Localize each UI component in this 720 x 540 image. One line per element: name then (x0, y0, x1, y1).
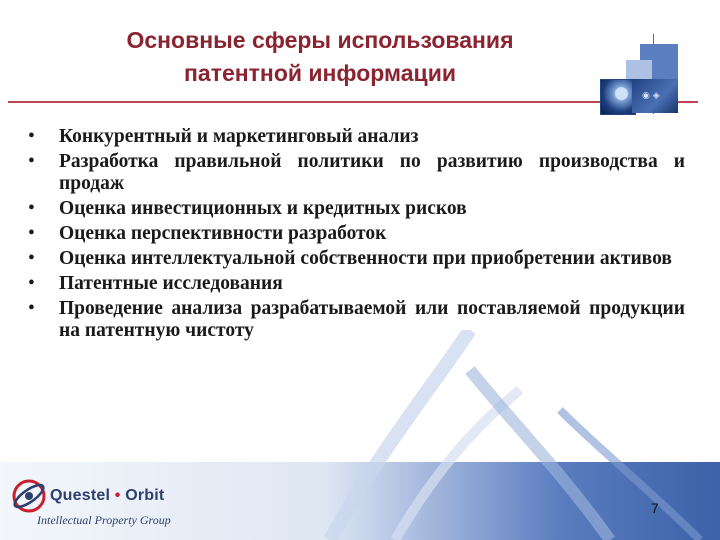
bullet-text: Конкурентный и маркетинговый анализ (59, 126, 419, 147)
logo-name (50, 487, 164, 505)
title-divider (8, 101, 698, 103)
bullet-list (20, 126, 685, 345)
decor-tech-image: ◉ ◈ (632, 79, 678, 113)
logo-tagline: Intellectual Property Group (37, 513, 171, 527)
bullet-item (20, 223, 685, 245)
bullet-text: Оценка инвестиционных и кредитных рисков (59, 198, 467, 219)
slide-title (60, 24, 580, 90)
bullet-text: Разработка правильной политики по развитию производства и продаж (59, 151, 685, 194)
page-number: 7 (651, 500, 659, 516)
bullet-icon: • (28, 298, 35, 319)
bullet-text: Оценка интеллектуальной собственности при приобретении активов (59, 248, 672, 269)
bullet-item (20, 126, 685, 148)
decor-swoosh (0, 330, 720, 540)
bullet-icon: • (28, 198, 35, 219)
bullet-icon: • (28, 223, 35, 244)
questel-orbit-logo-icon (11, 478, 47, 514)
bullet-icon: • (28, 151, 35, 172)
bullet-item (20, 151, 685, 195)
bullet-item (20, 248, 685, 270)
bullet-text: Проведение анализа разрабатываемой или поставляемой продукции на патентную чистоту (59, 298, 685, 341)
title-line-2: патентной информации (184, 60, 456, 86)
bullet-icon: • (28, 273, 35, 294)
title-line-1: Основные сферы использования (126, 27, 514, 53)
bullet-item (20, 198, 685, 220)
decor-globe-image (600, 79, 636, 115)
logo-separator: • (114, 487, 121, 504)
bullet-text: Оценка перспективности разработок (59, 223, 387, 244)
bullet-item (20, 273, 685, 295)
bullet-icon: • (28, 248, 35, 269)
logo-name-part2: Orbit (125, 487, 165, 504)
bullet-icon: • (28, 126, 35, 147)
logo-name-part1: Questel (50, 487, 111, 504)
bullet-text: Патентные исследования (59, 273, 283, 294)
